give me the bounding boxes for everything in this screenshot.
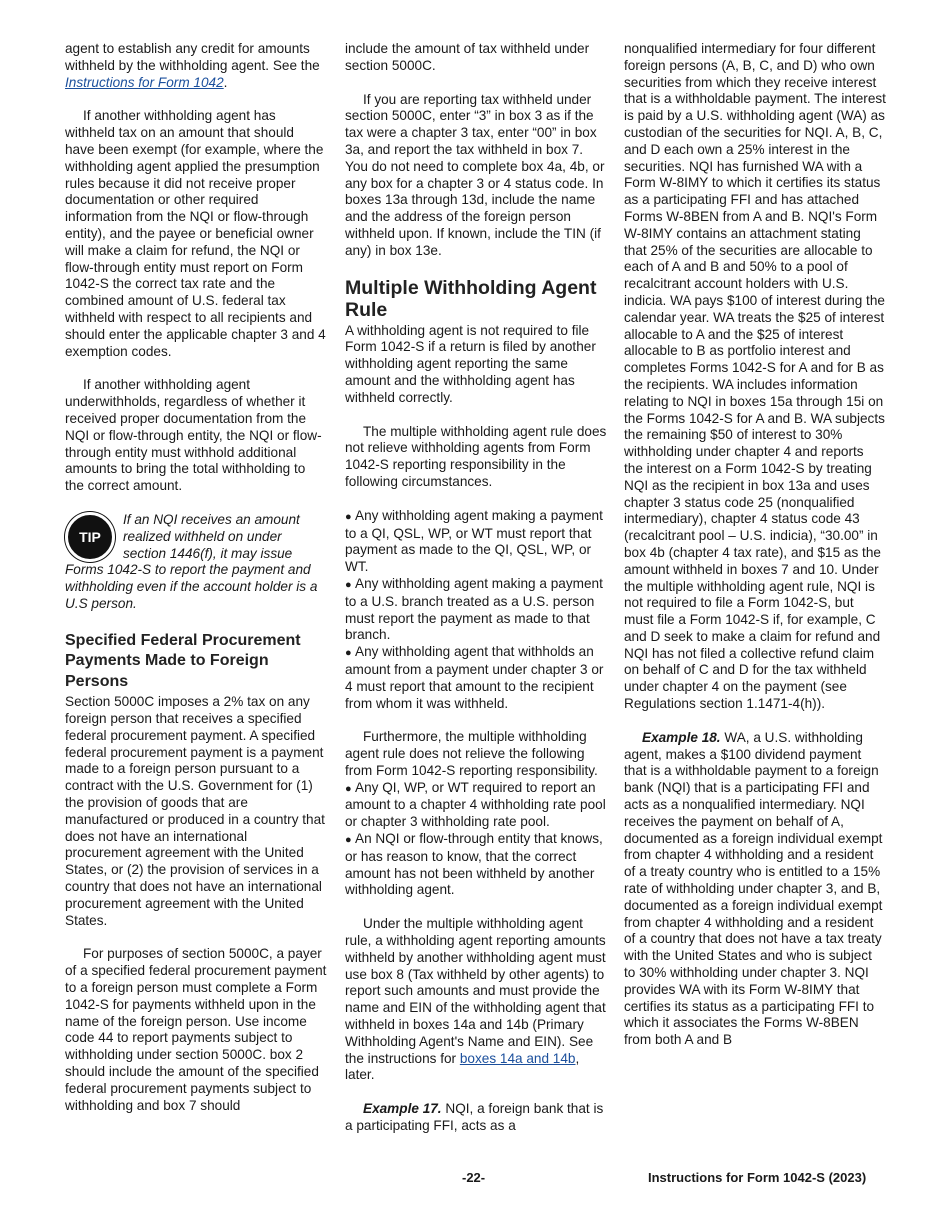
list-item: ● Any QI, WP, or WT required to report an amount to a chapter 4 withholding rate pool or chapter 3 withholding rate pool. xyxy=(345,779,606,830)
list-item: ● An NQI or flow-through entity that knows, or has reason to know, that the correct amount has not been withheld by another withholding agent. xyxy=(345,831,603,898)
bullet-list xyxy=(345,508,607,713)
instructions-form-1042-link[interactable]: Instructions for Form 1042 xyxy=(65,74,224,90)
bullet-icon: ● xyxy=(345,834,352,847)
paragraph: For purposes of section 5000C, a payer of a specified federal procurement payment to a foreign person must complete a Form 1042-S for payments withheld upon in the name of the foreign person. Use income code 44 to report payments subject to withholding under section 5000C. box 2 should include the amount of the specified federal procurement payments subject to withholding and box 7 should xyxy=(65,946,327,1113)
tip-box xyxy=(65,512,327,613)
list-item: ● Any withholding agent that withholds an amount from a payment under chapter 3 or 4 must report that amount to the recipient from whom it was withheld. xyxy=(345,644,604,711)
tip-icon: TIP xyxy=(65,512,115,562)
bullet-icon: ● xyxy=(345,578,352,591)
bullet-list xyxy=(345,780,607,900)
footer-form-title: Instructions for Form 1042-S (2023) xyxy=(648,1170,867,1185)
tip-text: If an NQI receives an amount realized withheld on under section 1446(f), it may issue Forms 1042-S to report the payment and withholding even if the account holder is a U.S person. xyxy=(65,511,318,611)
bullet-icon: ● xyxy=(345,647,352,660)
paragraph: If you are reporting tax withheld under section 5000C, enter “3” in box 3 as if the tax were a chapter 3 tax, enter “00” in box 3a, and report the tax withheld in box 7. You do not need to complete box 4a, 4b, or any box for a chapter 3 or 4 status code. In boxes 13a through 13d, include the name and the address of the foreign person withheld upon. If known, include the TIN (if any) in box 13e. xyxy=(345,91,605,258)
section-heading-specified-federal-procurement: Specified Federal Procurement Payments Made to Foreign Persons xyxy=(65,631,301,690)
list-item: ● Any withholding agent making a payment to a U.S. branch treated as a U.S. person must report the payment as made to that branch. xyxy=(345,575,603,643)
column-right xyxy=(624,41,886,1049)
bullet-icon: ● xyxy=(345,510,352,523)
paragraph: include the amount of tax withheld under section 5000C. xyxy=(345,41,590,73)
paragraph: agent to establish any credit for amounts withheld by the withholding agent. See the Instructions for Form 1042. xyxy=(65,41,320,90)
paragraph: Furthermore, the multiple withholding agent rule does not relieve the following from Form 1042-S reporting responsibility. xyxy=(345,729,598,778)
list-item: ● Any withholding agent making a payment to a QI, QSL, WP, or WT must report that payment as made to the QI, QSL, WP, or WT. xyxy=(345,507,603,575)
paragraph: Under the multiple withholding agent rule, a withholding agent reporting amounts withheld by another withholding agent must use box 8 (Tax withheld by other agents) to report such amounts and must provide the name and EIN of the withholding agent that withheld in boxes 14a and 14b (Primary Withholding Agent's Name and EIN). See the instructions for boxes 14a and 14b, later. xyxy=(345,916,606,1083)
paragraph: nonqualified intermediary for four different foreign persons (A, B, C, and D) who own securities from which they receive interest that is a withholdable payment. The interest is paid by a U.S. withholding agent (WA) as custodian of the securities for NQI. A, B, C, and D each own a 25% interest in the securities. NQI has furnished WA with a Form W-8IMY to which it certifies its status as a participating FFI and has attached Forms W-8BEN from A and B. NQI's Form W-8IMY contains an attachment stating that 25% of the securities are allocable to each of A and B and 50% to a pool of recalcitrant account holders with U.S. indicia. WA pays $100 of interest during the calendar year. WA treats the $25 of interest allocable to A and the $25 of interest allocable to B as portfolio interest and completes Forms 1042-S for A and for B as the recipients. WA includes information relating to NQI in boxes 15a through 15i on the Forms 1042-S for A and B. WA subjects the remaining $50 of interest to 30% withholding under chapter 4 and reports the interest on a Form 1042-S by treating NQI as the recipient in box 13a and uses chapter 3 status code 25 (nonqualified intermediary), chapter 4 status code 43 (recalcitrant pool – U.S. indicia), “30.00” in box 4b (chapter 4 tax rate), and $15 as the amount withheld in boxes 7 and 10. Under the multiple withholding agent rule, NQI is not required to file a Form 1042-S, but must file a Form 1042-S if, for example, C and D seek to make a claim for refund and NQI has not filed a collective refund claim on behalf of C and D for the tax withheld under chapter 4 on the payment (see Regulations section 1.1471-4(h)). xyxy=(624,41,886,712)
page-number: -22- xyxy=(462,1170,486,1185)
paragraph: If another withholding agent has withheld tax on an amount that should have been exempt (for example, where the withholding agent applied the presumption rules because it did not receive proper documentation or other required information from the NQI or flow-through entity), and the payee or beneficial owner will make a claim for refund, the NQI or flow-through entity must report on Form 1042-S the correct tax rate and the combined amount of U.S. federal tax withheld with respect to all recipients and should enter the applicable chapter 3 and 4 exemption codes. xyxy=(65,108,326,359)
column-left xyxy=(65,41,327,1114)
example-17: Example 17. NQI, a foreign bank that is a participating FFI, acts as a xyxy=(345,1101,604,1134)
paragraph: Section 5000C imposes a 2% tax on any foreign person that receives a specified federal procurement payment. A specified federal procurement payment is a payment made to a foreign person pursuant to a contract with the U.S. Government for (1) the provision of goods that are manufactured or produced in a country that does not have an international procurement agreement with the United States, or (2) the provision of services in a country that does not have an international procurement agreement with the United States. xyxy=(65,694,325,928)
paragraph: A withholding agent is not required to file Form 1042-S if a return is filed by another withholding agent reporting the same amount and the withholding agent has withheld correctly. xyxy=(345,322,596,405)
example-18: Example 18. WA, a U.S. withholding agent, makes a $100 dividend payment that is a withholdable payment to a foreign bank (NQI) that is a participating FFI and acts as a nonqualified intermediary. NQI receives the payment on behalf of A, documented as a foreign individual exempt from chapter 4 withholding and a resident of a treaty country who is entitled to a 15% rate of withholding under chapter 3, and B, documented as a foreign individual exempt from chapter 4 withholding and a resident of a country that does not have a tax treaty with the United States and who is subject to 30% withholding under chapter 3. NQI provides WA with its Form W-8IMY that certifies its status as a participating FFI to which it associates the Forms W-8BEN from both A and B xyxy=(624,729,883,1048)
column-middle xyxy=(345,41,607,1135)
boxes-14a-14b-link[interactable]: boxes 14a and 14b xyxy=(459,1050,576,1066)
paragraph: If another withholding agent underwithholds, regardless of whether it received proper documentation from the NQI or flow-through entity, the NQI or flow-through entity must withhold additional amounts to bring the total withholding to the correct amount. xyxy=(65,377,322,494)
paragraph: The multiple withholding agent rule does not relieve withholding agents from Form 1042-S reporting responsibility in the following circumstances. xyxy=(345,423,607,489)
bullet-icon: ● xyxy=(345,782,352,795)
section-heading-multiple-withholding-agent-rule: Multiple Withholding Agent Rule xyxy=(345,276,597,322)
